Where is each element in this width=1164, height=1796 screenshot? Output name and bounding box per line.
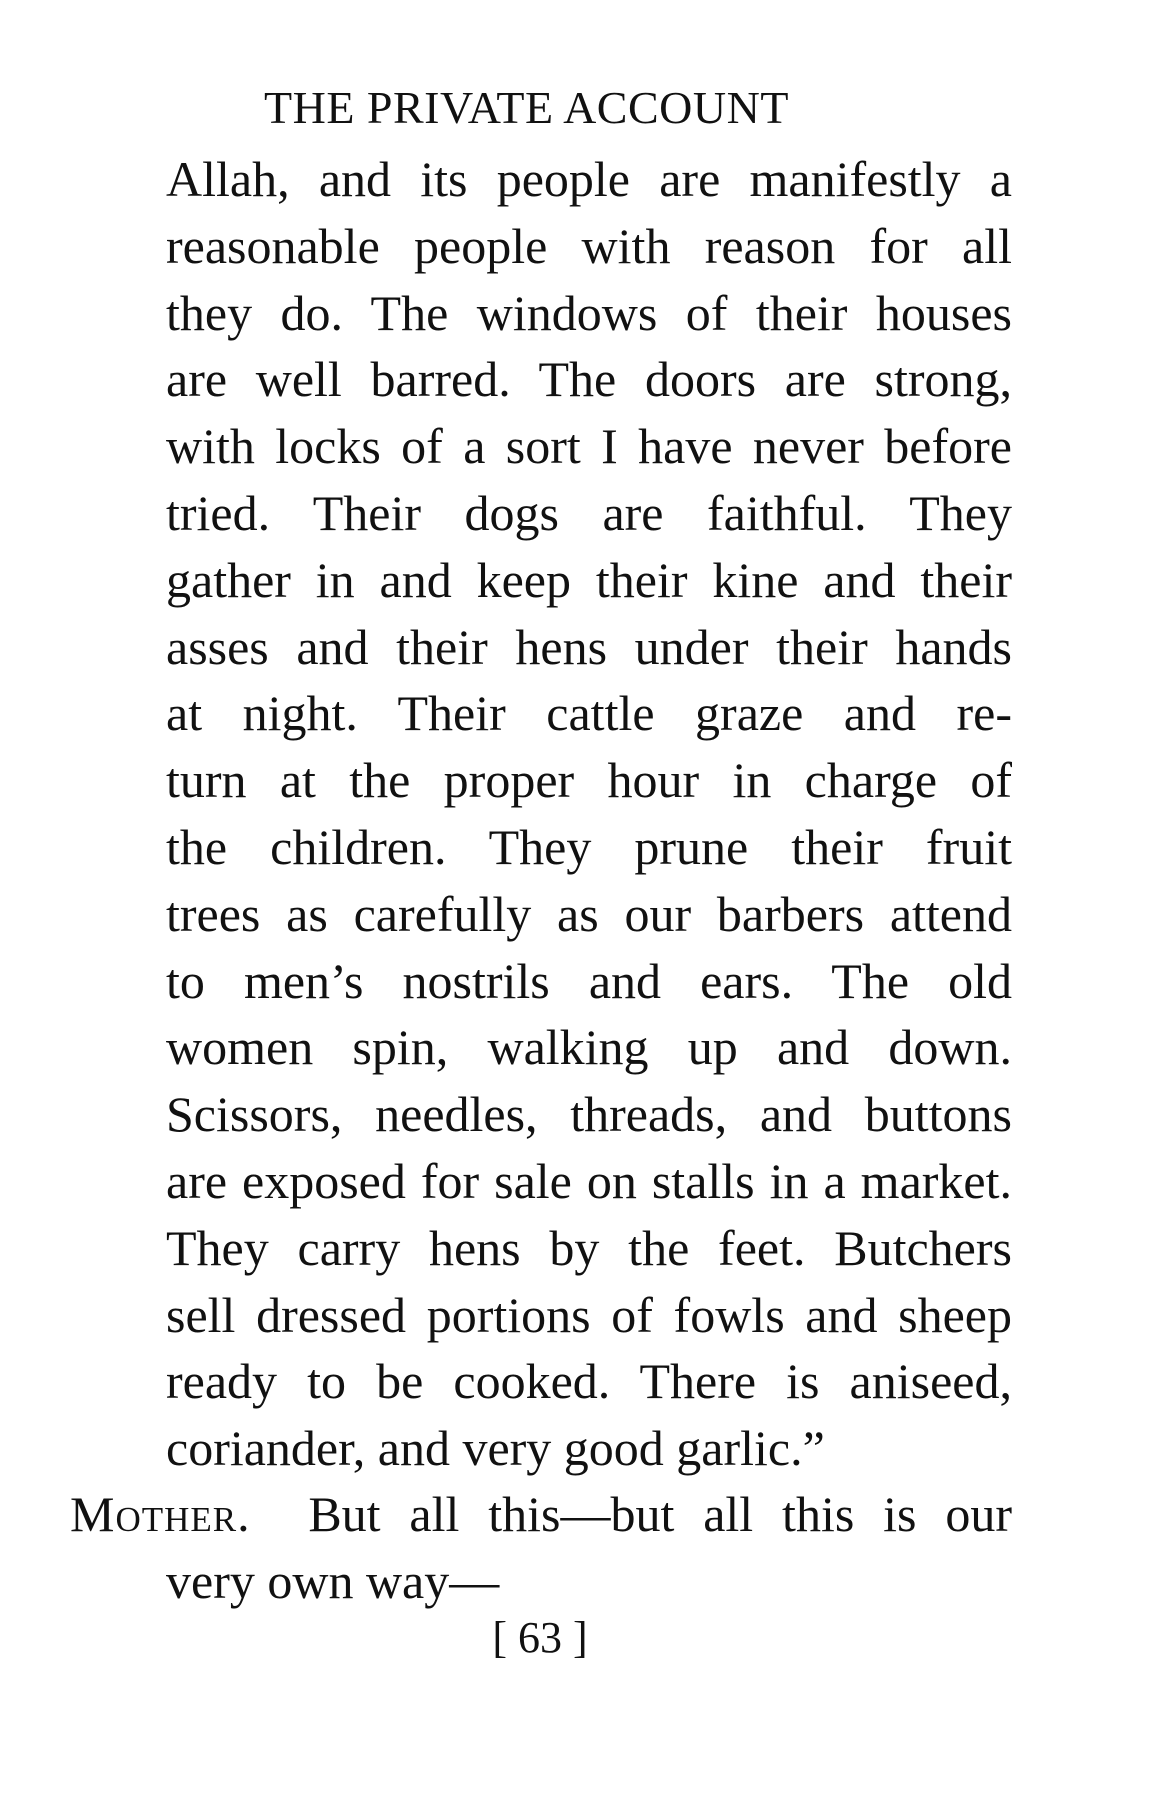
text-line: the children. They prune their fruit bbox=[166, 818, 1012, 875]
text-line: reasonable people with reason for all bbox=[166, 217, 1012, 274]
speech-continuation: very own way— bbox=[166, 1552, 500, 1609]
text-line: at night. Their cattle graze and re- bbox=[166, 685, 1012, 742]
speaker-name: Mother. bbox=[70, 1486, 251, 1542]
text-line: tried. Their dogs are faithful. They bbox=[166, 484, 1012, 541]
text-line: with locks of a sort I have never before bbox=[166, 418, 1012, 475]
text-line: Scissors, needles, threads, and buttons bbox=[166, 1086, 1012, 1143]
text-line: turn at the proper hour in charge of bbox=[166, 752, 1012, 809]
text-line: are well barred. The doors are strong, bbox=[166, 351, 1012, 408]
page-number: [ 63 ] bbox=[492, 1613, 588, 1662]
text-line: gather in and keep their kine and their bbox=[166, 551, 1012, 608]
running-head: THE PRIVATE ACCOUNT bbox=[264, 82, 789, 133]
speech-paragraph bbox=[70, 1481, 1012, 1615]
text-line: they do. The windows of their houses bbox=[166, 284, 1012, 341]
text-line: women spin, walking up and down. bbox=[166, 1019, 1012, 1076]
text-line: They carry hens by the feet. Butchers bbox=[166, 1219, 1012, 1276]
text-line: trees as carefully as our barbers attend bbox=[166, 885, 1012, 942]
text-line: asses and their hens under their hands bbox=[166, 618, 1012, 675]
text-line: to men’s nostrils and ears. The old bbox=[166, 952, 1012, 1009]
text-line: coriander, and very good garlic.” bbox=[166, 1420, 825, 1477]
text-line: Allah, and its people are manifestly a bbox=[166, 151, 1012, 207]
text-line: are exposed for sale on stalls in a market. bbox=[166, 1152, 1012, 1209]
text-line: ready to be cooked. There is aniseed, bbox=[166, 1353, 1012, 1410]
text-line: sell dressed portions of fowls and sheep bbox=[166, 1286, 1012, 1343]
speech-text: But all this—but all this is our bbox=[308, 1486, 1012, 1542]
body-text bbox=[166, 146, 1012, 1482]
speech-first-line bbox=[70, 1481, 1012, 1548]
